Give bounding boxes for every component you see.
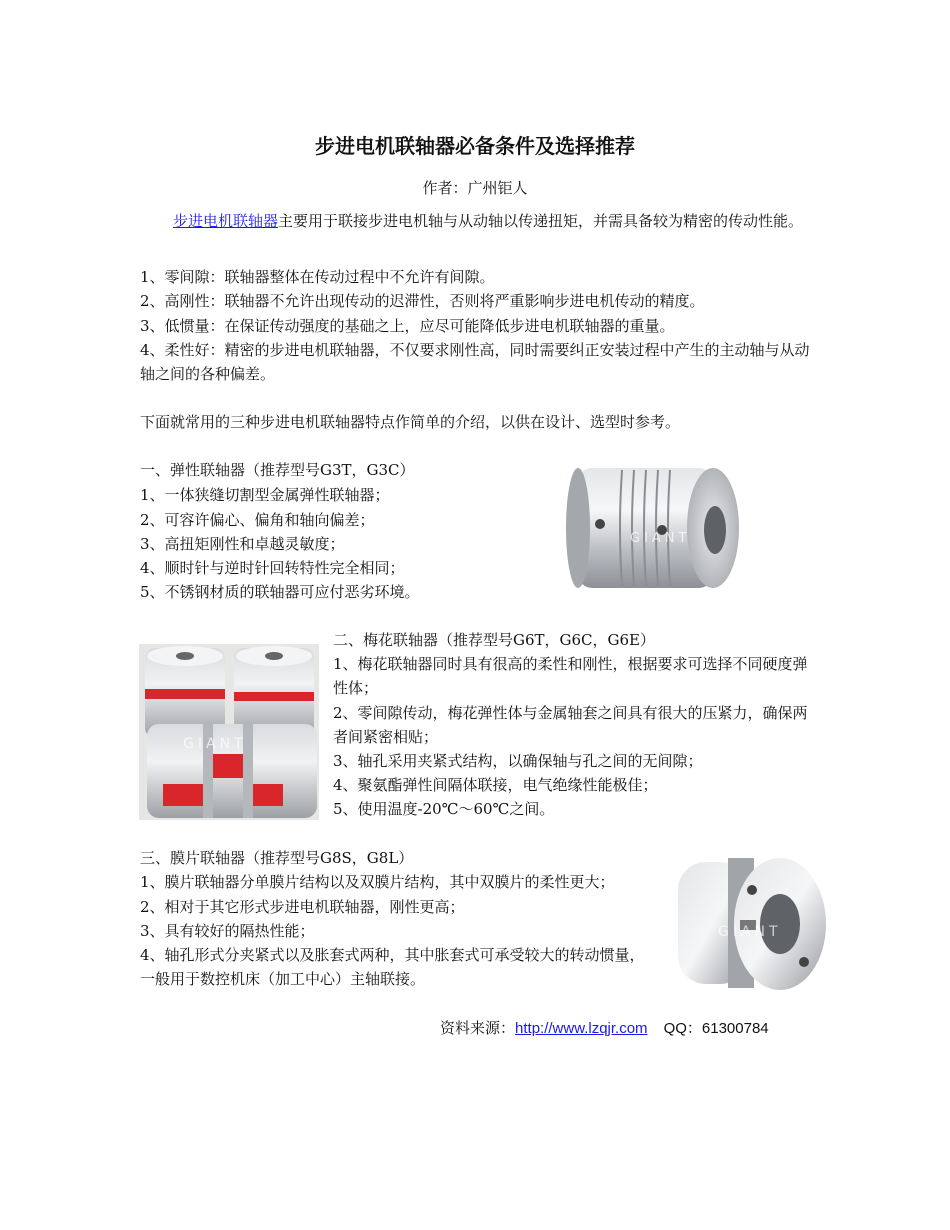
list-item: 3、高扭矩刚性和卓越灵敏度；: [140, 535, 345, 553]
list-item: 4、轴孔形式分夹紧式以及胀套式两种，其中胀套式可承受较大的转动惯量，一般用于数控机床（加工中心）主轴联接。: [140, 946, 645, 988]
jaw-coupling-image: [139, 644, 319, 820]
page-title: 步进电机联轴器必备条件及选择推荐: [315, 134, 635, 158]
list-item: 2、相对于其它形式步进电机联轴器，刚性更高；: [140, 898, 465, 916]
watermark-text: GIANT: [718, 924, 782, 940]
section-heading-elastic: 一、弹性联轴器（推荐型号G3T，G3C）: [140, 461, 415, 479]
watermark-text: GIANT: [183, 736, 247, 752]
intro-text: 主要用于联接步进电机轴与从动轴以传递扭矩，并需具备较为精密的传动性能。: [278, 212, 804, 230]
list-item: 4、聚氨酯弹性间隔体联接，电气绝缘性能极佳；: [333, 776, 658, 794]
section-heading-disc: 三、膜片联轴器（推荐型号G8S，G8L）: [140, 849, 414, 867]
list-item: 5、不锈钢材质的联轴器可应付恶劣环境。: [140, 583, 420, 601]
disc-coupling-image: [668, 850, 830, 996]
qq-label: QQ：: [663, 1020, 702, 1037]
source-label: 资料来源：: [440, 1019, 516, 1037]
author-line: 作者：广州钜人: [422, 179, 528, 197]
requirement-item: 1、零间隙：联轴器整体在传动过程中不允许有间隙。: [140, 268, 495, 286]
watermark-text: GIANT: [630, 531, 691, 546]
list-item: 3、轴孔采用夹紧式结构，以确保轴与孔之间的无间隙；: [333, 752, 703, 770]
requirement-item: 2、高刚性：联轴器不允许出现传动的迟滞性，否则将严重影响步进电机传动的精度。: [140, 292, 705, 310]
source-url-link[interactable]: http://www.lzqjr.com: [515, 1020, 648, 1037]
list-item: 3、具有较好的隔热性能；: [140, 922, 315, 940]
list-item: 2、可容许偏心、偏角和轴向偏差；: [140, 511, 375, 529]
list-item: 1、梅花联轴器同时具有很高的柔性和刚性，根据要求可选择不同硬度弹性体；: [333, 655, 808, 697]
list-item: 1、膜片联轴器分单膜片结构以及双膜片结构，其中双膜片的柔性更大；: [140, 873, 615, 891]
requirement-item: 3、低惯量：在保证传动强度的基础之上，应尽可能降低步进电机联轴器的重量。: [140, 317, 675, 335]
list-item: 5、使用温度-20℃～60℃之间。: [333, 800, 555, 818]
source-line: [440, 1017, 769, 1040]
list-item: 1、一体狭缝切割型金属弹性联轴器；: [140, 486, 390, 504]
section-heading-jaw: 二、梅花联轴器（推荐型号G6T，G6C，G6E）: [333, 631, 656, 649]
list-item: 4、顺时针与逆时针回转特性完全相同；: [140, 559, 405, 577]
intro-paragraph: [140, 209, 815, 233]
elastic-coupling-image: [560, 458, 750, 598]
lead-paragraph: 下面就常用的三种步进电机联轴器特点作简单的介绍，以供在设计、选型时参考。: [140, 413, 681, 431]
intro-link[interactable]: 步进电机联轴器: [173, 212, 279, 230]
qq-number: 61300784: [701, 1020, 769, 1037]
requirement-item: 4、柔性好：精密的步进电机联轴器，不仅要求刚性高，同时需要纠正安装过程中产生的主动轴与从动轴之间的各种偏差。: [140, 341, 810, 383]
list-item: 2、零间隙传动，梅花弹性体与金属轴套之间具有很大的压紧力，确保两者间紧密相贴；: [333, 704, 808, 746]
